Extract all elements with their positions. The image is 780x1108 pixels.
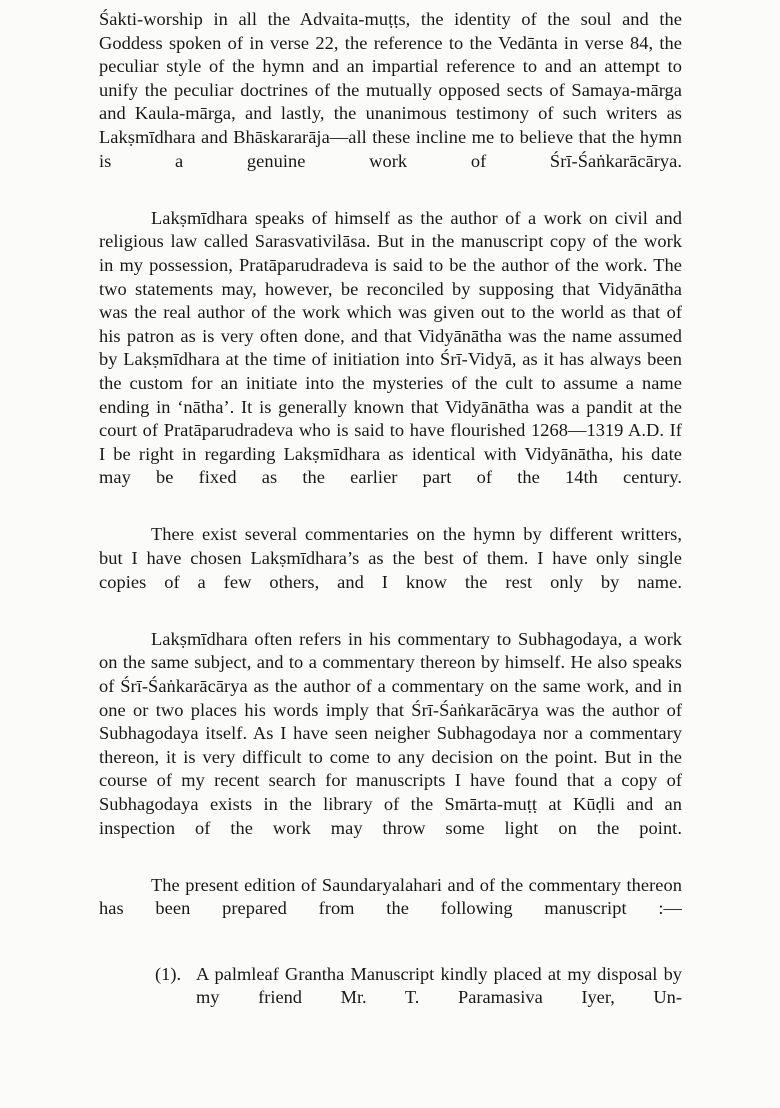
body-paragraph: The present edition of Saundaryalahari and of the commentary thereon has been prepared from the following manuscript :— [99, 874, 682, 919]
body-paragraph: Lakṣmīdhara speaks of himself as the author of a work on civil and religious law called Sarasvativilāsa. But in the manuscript copy of the work in my possession, Pratāparudradeva is said to be the author of the work. The two statements may, however, be reconciled by supposing that Vidyānātha was the real author of the work which was given out to the world as that of his patron as is very often done, and that Vidyānātha was the name assumed by Lakṣmīdhara at the time of initiation into Śrī-Vidyā, as it has always been the custom for an initiate into the mysteries of the cult to assume a name ending in ‘nātha’. It is generally known that Vidyānātha was a pandit at the court of Pratāparudradeva who is said to have flourished 1268—1319 A.D. If I be right in regarding Lakṣmīdhara as identical with Vidyānātha, his date may be fixed as the earlier part of the 14th century. [99, 207, 682, 488]
list-item-marker: (1). [155, 963, 182, 984]
list-item-text: A palmleaf Grantha Manuscript kindly placed at my disposal by my friend Mr. T. Paramasiva Iyer, Un- [196, 963, 682, 1008]
manuscript-list [99, 963, 682, 1034]
body-paragraph: There exist several commentaries on the hymn by different writters, but I have chosen Lakṣmīdhara’s as the best of them. I have only single copies of a few others, and I know the rest only by name. [99, 524, 682, 592]
body-paragraph: Śakti-worship in all the Advaita-muṭṭs, the identity of the soul and the Goddess spoken of in verse 22, the reference to the Vedānta in verse 84, the peculiar style of the hymn and an impartial reference to and an attempt to unify the peculiar doctrines of the mutually opposed sects of Samaya-mārga and Kaula-mārga, and lastly, the unanimous testimony of such writers as Lakṣmīdhara and Bhāskararāja—all these incline me to believe that the hymn is a genuine work of Śrī-Śaṅkarācārya. [99, 9, 682, 171]
body-paragraph: Lakṣmīdhara often refers in his commentary to Subhagodaya, a work on the same subject, and to a commentary thereon by himself. He also speaks of Śrī-Śaṅkarācārya as the author of a commentary on the same work, and in one or two places his words imply that Śrī-Śaṅkarācārya was the author of Subhagodaya itself. As I have seen neigher Subhagodaya nor a commentary thereon, it is very difficult to come to any decision on the point. But in the course of my recent search for manuscripts I have found that a copy of Subhagodaya exists in the library of the Smārta-muṭṭ at Kūḍli and an inspection of the work may throw some light on the point. [99, 628, 682, 838]
list-item [155, 963, 682, 1034]
text-column [99, 8, 682, 1033]
